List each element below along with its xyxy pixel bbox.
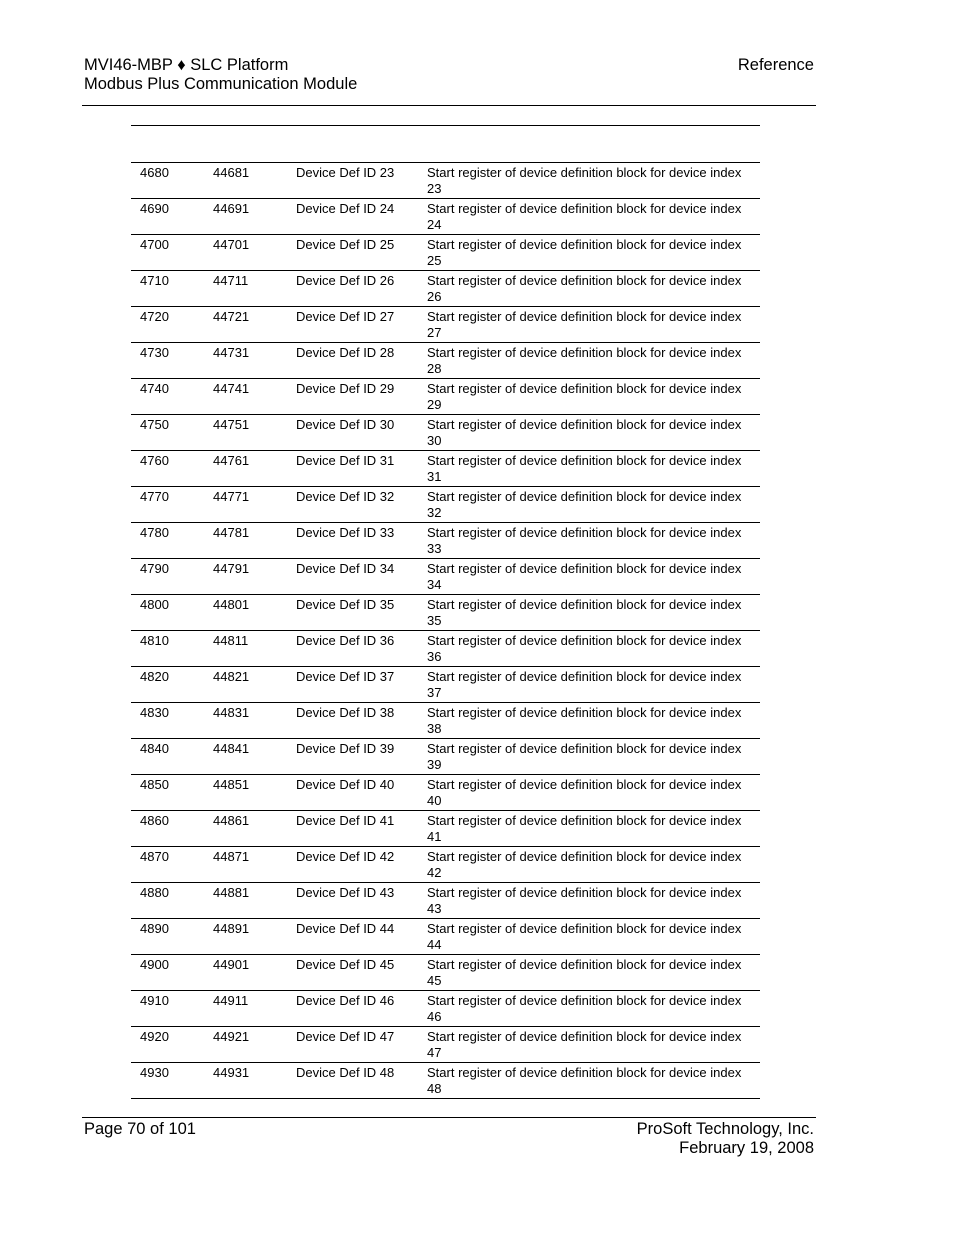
cell-name: Device Def ID 32: [296, 487, 427, 523]
table-row: [131, 991, 760, 1027]
cell-name: Device Def ID 30: [296, 415, 427, 451]
product-subtitle: Modbus Plus Communication Module: [84, 75, 358, 93]
cell-address: 44691: [213, 199, 296, 235]
cell-name: Device Def ID 41: [296, 811, 427, 847]
cell-address: 44771: [213, 487, 296, 523]
cell-name: Device Def ID 26: [296, 271, 427, 307]
cell-description: Start register of device definition block for device index 37: [427, 667, 760, 703]
cell-description: Start register of device definition block for device index 38: [427, 703, 760, 739]
cell-description: Start register of device definition block for device index 33: [427, 523, 760, 559]
cell-description: Start register of device definition block for device index 32: [427, 487, 760, 523]
cell-name: Device Def ID 42: [296, 847, 427, 883]
table-row: [131, 307, 760, 343]
document-title: [84, 56, 357, 94]
cell-address: 44741: [213, 379, 296, 415]
table-row: [131, 487, 760, 523]
cell-address: 44931: [213, 1063, 296, 1099]
page-number: Page 70 of 101: [84, 1120, 196, 1138]
header-divider: [82, 105, 816, 106]
table-row: [131, 703, 760, 739]
cell-name: Device Def ID 48: [296, 1063, 427, 1099]
table-row: [131, 523, 760, 559]
cell-description: Start register of device definition block for device index 35: [427, 595, 760, 631]
table-row: [131, 811, 760, 847]
cell-name: Device Def ID 44: [296, 919, 427, 955]
footer-info: [637, 1120, 814, 1158]
cell-name: Device Def ID 46: [296, 991, 427, 1027]
cell-offset: 4780: [131, 523, 213, 559]
table-row: [131, 1027, 760, 1063]
table-row: [131, 919, 760, 955]
cell-description: Start register of device definition block for device index 48: [427, 1063, 760, 1099]
cell-address: 44871: [213, 847, 296, 883]
table-row: [131, 271, 760, 307]
cell-address: 44711: [213, 271, 296, 307]
table-row: [131, 163, 760, 199]
cell-offset: 4770: [131, 487, 213, 523]
document-date: February 19, 2008: [679, 1139, 814, 1157]
cell-description: Start register of device definition block for device index 31: [427, 451, 760, 487]
table-row: [131, 775, 760, 811]
cell-name: Device Def ID 28: [296, 343, 427, 379]
cell-name: Device Def ID 47: [296, 1027, 427, 1063]
cell-description: Start register of device definition block for device index 41: [427, 811, 760, 847]
table-row: [131, 667, 760, 703]
cell-address: 44801: [213, 595, 296, 631]
register-table-body: [131, 163, 760, 1099]
cell-offset: 4730: [131, 343, 213, 379]
cell-description: Start register of device definition block for device index 44: [427, 919, 760, 955]
cell-description: Start register of device definition block for device index 25: [427, 235, 760, 271]
cell-description: Start register of device definition block for device index 24: [427, 199, 760, 235]
cell-description: Start register of device definition block for device index 36: [427, 631, 760, 667]
cell-offset: 4880: [131, 883, 213, 919]
cell-name: Device Def ID 35: [296, 595, 427, 631]
table-row: [131, 451, 760, 487]
footer-divider: [82, 1117, 816, 1118]
cell-offset: 4870: [131, 847, 213, 883]
cell-offset: 4890: [131, 919, 213, 955]
cell-offset: 4710: [131, 271, 213, 307]
cell-address: 44861: [213, 811, 296, 847]
cell-address: 44681: [213, 163, 296, 199]
cell-address: 44831: [213, 703, 296, 739]
register-table: [131, 162, 760, 1099]
table-row: [131, 235, 760, 271]
cell-name: Device Def ID 31: [296, 451, 427, 487]
cell-offset: 4920: [131, 1027, 213, 1063]
cell-name: Device Def ID 40: [296, 775, 427, 811]
table-row: [131, 379, 760, 415]
cell-name: Device Def ID 39: [296, 739, 427, 775]
cell-address: 44781: [213, 523, 296, 559]
cell-name: Device Def ID 43: [296, 883, 427, 919]
cell-address: 44921: [213, 1027, 296, 1063]
cell-name: Device Def ID 27: [296, 307, 427, 343]
table-row: [131, 559, 760, 595]
cell-offset: 4840: [131, 739, 213, 775]
cell-offset: 4740: [131, 379, 213, 415]
company-name: ProSoft Technology, Inc.: [636, 1120, 814, 1138]
cell-address: 44901: [213, 955, 296, 991]
cell-name: Device Def ID 34: [296, 559, 427, 595]
cell-description: Start register of device definition block for device index 28: [427, 343, 760, 379]
table-row: [131, 955, 760, 991]
cell-address: 44751: [213, 415, 296, 451]
cell-name: Device Def ID 29: [296, 379, 427, 415]
cell-address: 44911: [213, 991, 296, 1027]
cell-offset: 4810: [131, 631, 213, 667]
cell-name: Device Def ID 23: [296, 163, 427, 199]
table-row: [131, 631, 760, 667]
cell-name: Device Def ID 33: [296, 523, 427, 559]
cell-name: Device Def ID 25: [296, 235, 427, 271]
cell-offset: 4910: [131, 991, 213, 1027]
cell-description: Start register of device definition block for device index 45: [427, 955, 760, 991]
cell-name: Device Def ID 37: [296, 667, 427, 703]
cell-offset: 4720: [131, 307, 213, 343]
cell-address: 44891: [213, 919, 296, 955]
cell-offset: 4790: [131, 559, 213, 595]
cell-name: Device Def ID 38: [296, 703, 427, 739]
cell-address: 44721: [213, 307, 296, 343]
table-row: [131, 883, 760, 919]
cell-offset: 4680: [131, 163, 213, 199]
table-top-divider: [131, 125, 760, 126]
cell-description: Start register of device definition block for device index 34: [427, 559, 760, 595]
cell-offset: 4750: [131, 415, 213, 451]
cell-offset: 4700: [131, 235, 213, 271]
cell-offset: 4800: [131, 595, 213, 631]
cell-description: Start register of device definition block for device index 39: [427, 739, 760, 775]
table-row: [131, 199, 760, 235]
cell-address: 44821: [213, 667, 296, 703]
cell-address: 44731: [213, 343, 296, 379]
cell-address: 44881: [213, 883, 296, 919]
cell-description: Start register of device definition block for device index 23: [427, 163, 760, 199]
cell-offset: 4820: [131, 667, 213, 703]
product-title: MVI46-MBP ♦ SLC Platform: [84, 56, 289, 74]
cell-offset: 4760: [131, 451, 213, 487]
cell-offset: 4860: [131, 811, 213, 847]
table-row: [131, 1063, 760, 1099]
table-row: [131, 415, 760, 451]
table-row: [131, 847, 760, 883]
cell-description: Start register of device definition block for device index 30: [427, 415, 760, 451]
cell-offset: 4850: [131, 775, 213, 811]
cell-address: 44851: [213, 775, 296, 811]
cell-address: 44811: [213, 631, 296, 667]
cell-description: Start register of device definition block for device index 47: [427, 1027, 760, 1063]
cell-description: Start register of device definition block for device index 46: [427, 991, 760, 1027]
cell-description: Start register of device definition block for device index 26: [427, 271, 760, 307]
cell-offset: 4930: [131, 1063, 213, 1099]
cell-name: Device Def ID 36: [296, 631, 427, 667]
cell-address: 44841: [213, 739, 296, 775]
cell-address: 44791: [213, 559, 296, 595]
cell-description: Start register of device definition block for device index 29: [427, 379, 760, 415]
table-row: [131, 343, 760, 379]
cell-address: 44761: [213, 451, 296, 487]
cell-offset: 4830: [131, 703, 213, 739]
table-row: [131, 739, 760, 775]
table-row: [131, 595, 760, 631]
cell-description: Start register of device definition block for device index 27: [427, 307, 760, 343]
cell-offset: 4900: [131, 955, 213, 991]
cell-description: Start register of device definition block for device index 42: [427, 847, 760, 883]
cell-name: Device Def ID 24: [296, 199, 427, 235]
cell-name: Device Def ID 45: [296, 955, 427, 991]
cell-description: Start register of device definition block for device index 40: [427, 775, 760, 811]
cell-address: 44701: [213, 235, 296, 271]
cell-description: Start register of device definition block for device index 43: [427, 883, 760, 919]
section-name: Reference: [737, 56, 814, 74]
cell-offset: 4690: [131, 199, 213, 235]
